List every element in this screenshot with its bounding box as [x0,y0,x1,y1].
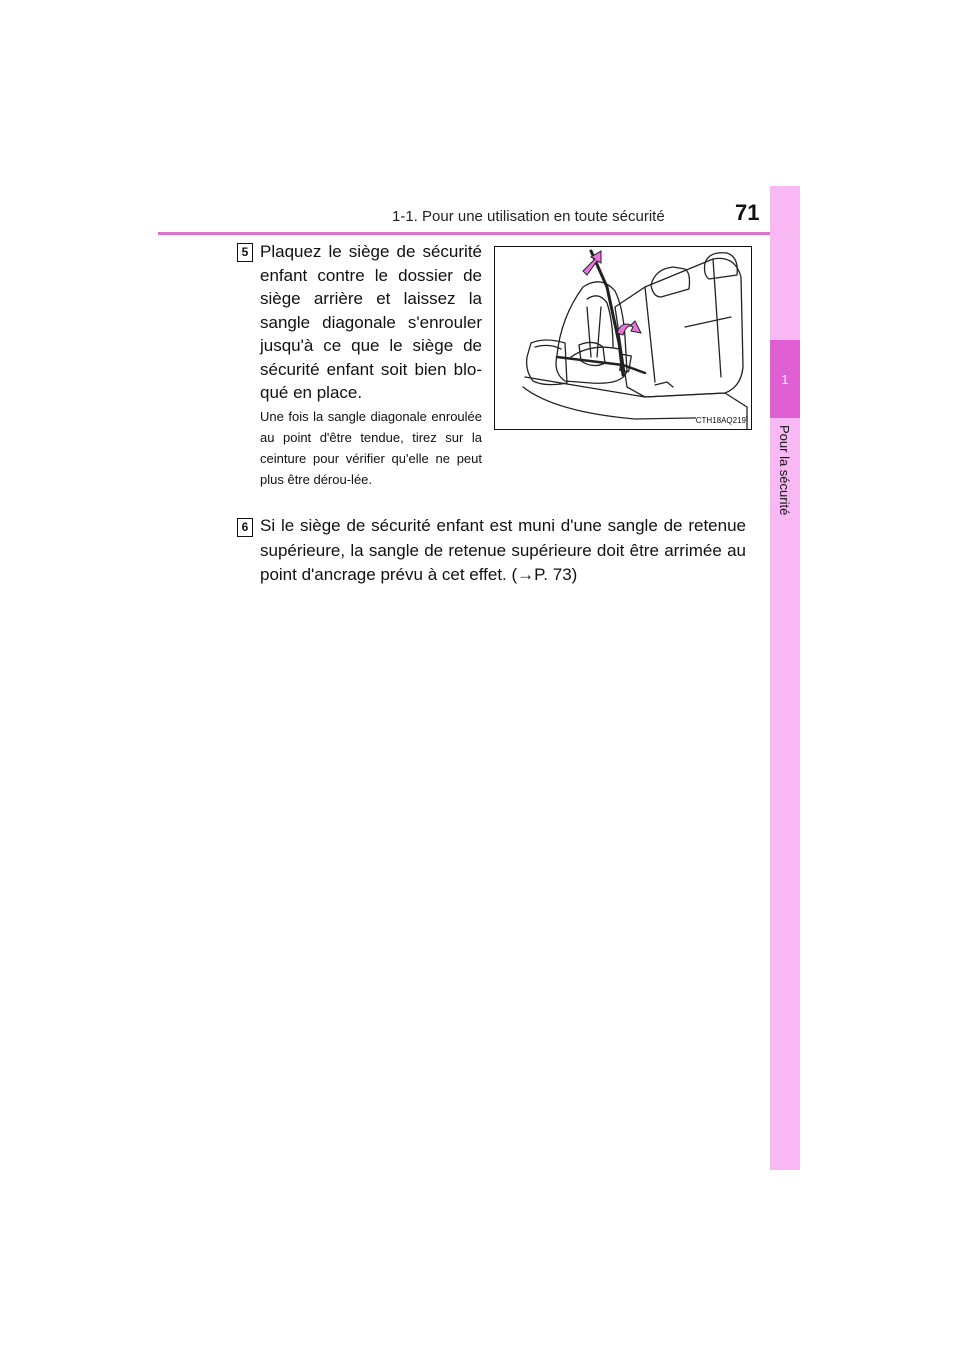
chapter-label [775,425,795,565]
section-title: 1-1. Pour une utilisation en toute sécurité [392,208,665,225]
chapter-label-text: Pour la sécurité [777,425,792,516]
seat-belt [591,251,623,375]
step-number-badge: 6 [237,518,253,537]
page-number: 71 [735,200,760,225]
seat-drawing [495,247,751,429]
chapter-number: 1 [781,372,789,387]
step-number-badge: 5 [237,243,253,262]
retract-arrow [617,321,641,335]
step-instruction: Si le siège de sécurité enfant est muni d'une sangle de retenue supérieure, la sangle de retenue supérieure doit être arrimée au point d'ancrage prévu à cet effet. (→P. 73) [260,516,746,584]
illustration-code: CTH18AQ219 [695,416,746,425]
child-seat-illustration [494,246,752,430]
header-divider [158,232,800,235]
step-instruction: Plaquez le siège de sécurité enfant contre le dossier de siège arrière et laissez la sangle diagonale s'enrouler jusqu'à ce que le siège de sécurité enfant soit bien blo-qué en place. [260,242,482,402]
side-tab-background [770,186,800,1170]
step-note: Une fois la sangle diagonale enroulée au point d'être tendue, tirez sur la ceinture pour vérifier qu'elle ne peut plus être dérou-lée. [260,409,482,487]
